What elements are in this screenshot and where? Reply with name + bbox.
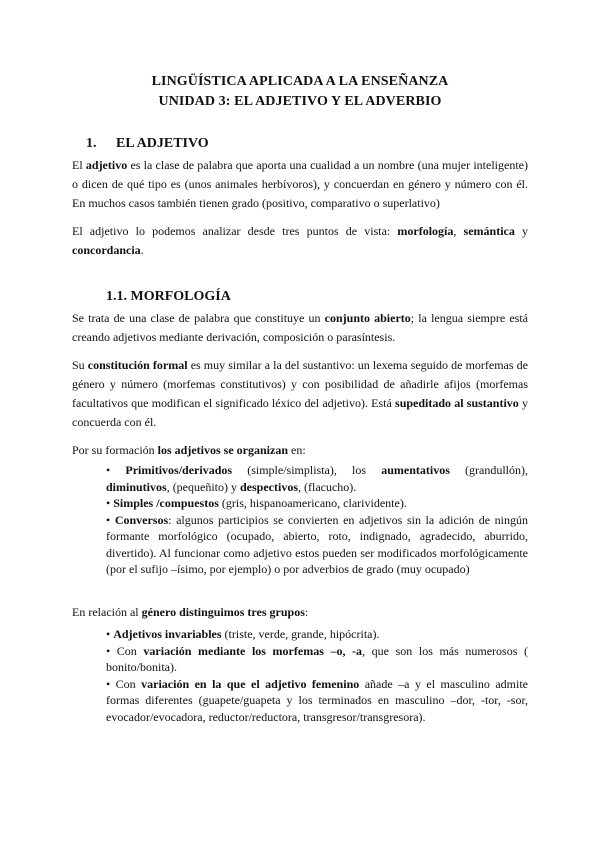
list-item: • Conversos: algunos participios se convierten en adjetivos sin la adición de ningún formante morfológico (ocupado, abierto, roto, indignado, agradecido, aburrido, divertido). Al funcionar como adjetivo estos pueden ser modificados morfológicamente (por el sufijo –ísimo, por ejemplo) o por adverbios de grado (muy ocupado) [106, 512, 528, 576]
subsection-heading: 1.1. MORFOLOGÍA [106, 289, 231, 304]
paragraph-gender: En relación al género distinguimos tres grupos: [72, 605, 309, 619]
section-number: 1. [86, 136, 97, 151]
paragraph-definition: El adjetivo es la clase de palabra que aporta una cualidad a un nombre (una mujer inteligente) o dicen de qué tipo es (unos animales herbívoros), y concuerdan en género y número con él. En muchos casos también tienen grado (positivo, comparativo o superlativo) [72, 158, 528, 210]
document-title-line-1: LINGÜÍSTICA APLICADA A LA ENSEÑANZA [151, 74, 449, 89]
list-item: • Con variación mediante los morfemas –o, -a, que son los más numerosos ( bonito/bonita). [106, 643, 528, 674]
section-heading [86, 136, 209, 152]
formation-list [106, 462, 528, 578]
paragraph-formation: Por su formación los adjetivos se organizan en: [72, 443, 306, 457]
paragraph-open-set: Se trata de una clase de palabra que constituye un conjunto abierto; la lengua siempre está creando adjetivos mediante derivación, composición o parasíntesis. [72, 311, 528, 344]
section-title: EL ADJETIVO [116, 136, 209, 151]
list-item: • Primitivos/derivados (simple/simplista), los aumentativos (grandullón), diminutivos, (pequeñito) y despectivos, (flacucho). [106, 463, 529, 494]
gender-list [106, 626, 528, 725]
list-item: • Con variación en la que el adjetivo femenino añade –a y el masculino admite formas diferentes (guapete/guapeta y los terminados en masculino –dor, -tor, -sor, evocador/evocadora, reductor/reductora, transgresor/transgresora). [106, 676, 528, 724]
paragraph-viewpoints: El adjetivo lo podemos analizar desde tres puntos de vista: morfología, semántica y concordancia. [72, 224, 529, 257]
paragraph-formal-constitution: Su constitución formal es muy similar a la del sustantivo: un lexema seguido de morfemas de género y número (morfemas constitutivos) y con posibilidad de añadirle afijos (morfemas facultativos que modifican el significado léxico del adjetivo). Está supeditado al sustantivo y concuerda con él. [72, 358, 529, 429]
document-title-line-2: UNIDAD 3: EL ADJETIVO Y EL ADVERBIO [158, 94, 442, 109]
list-item: • Simples /compuestos (gris, hispanoamericano, clarividente). [106, 496, 407, 510]
list-item: • Adjetivos invariables (triste, verde, grande, hipócrita). [106, 627, 380, 641]
